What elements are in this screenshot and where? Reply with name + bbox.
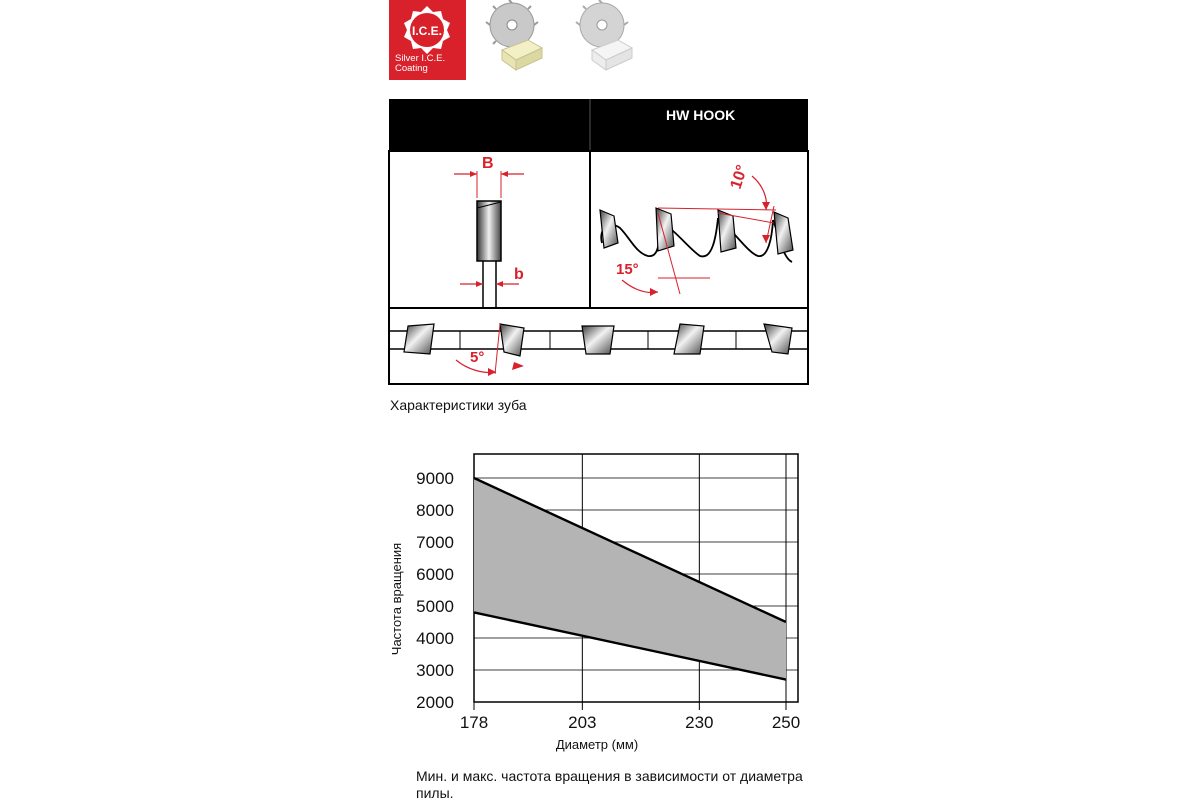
chart-xlabel: Диаметр (мм)	[555, 737, 639, 752]
y-tick-label: 3000	[416, 661, 454, 680]
clearance-angle-label: 15°	[616, 261, 639, 278]
chart-ylabel: Частота вращения	[389, 542, 404, 656]
width-label-B: B	[482, 155, 494, 172]
rpm-chart	[380, 450, 820, 760]
saw-blade-thumbnail-1	[480, 0, 560, 72]
width-label-b: b	[514, 266, 524, 283]
bevel-angle-label: 5°	[470, 349, 485, 366]
ice-coating-logo	[389, 0, 466, 80]
x-tick-label: 230	[685, 713, 714, 732]
logo-line-2: Coating	[395, 63, 428, 74]
x-tick-label: 203	[568, 713, 597, 732]
x-tick-label: 250	[771, 713, 801, 732]
x-tick-label: 178	[459, 713, 489, 732]
y-tick-label: 2000	[416, 693, 454, 712]
hook-angle-label: 10°	[727, 162, 752, 192]
chart-caption: Мин. и макс. частота вращения в зависимости от диаметра пилы.	[416, 768, 803, 801]
y-tick-label: 9000	[416, 469, 454, 488]
y-tick-label: 8000	[416, 501, 454, 520]
y-tick-label: 7000	[416, 533, 454, 552]
y-tick-label: 6000	[416, 565, 454, 584]
diagram-header-bar	[389, 99, 808, 151]
rpm-range-band	[474, 478, 786, 680]
logo-line-1: Silver I.C.E.	[395, 53, 446, 64]
y-tick-label: 4000	[416, 629, 454, 648]
y-tick-label: 5000	[416, 597, 454, 616]
diagram-header-title: HW HOOK	[666, 107, 736, 123]
saw-blade-thumbnail-2	[570, 0, 650, 72]
tooth-geometry-diagram	[388, 98, 809, 386]
tooth-caption: Характеристики зуба	[390, 397, 527, 413]
logo-badge-text: I.C.E.	[411, 24, 443, 38]
